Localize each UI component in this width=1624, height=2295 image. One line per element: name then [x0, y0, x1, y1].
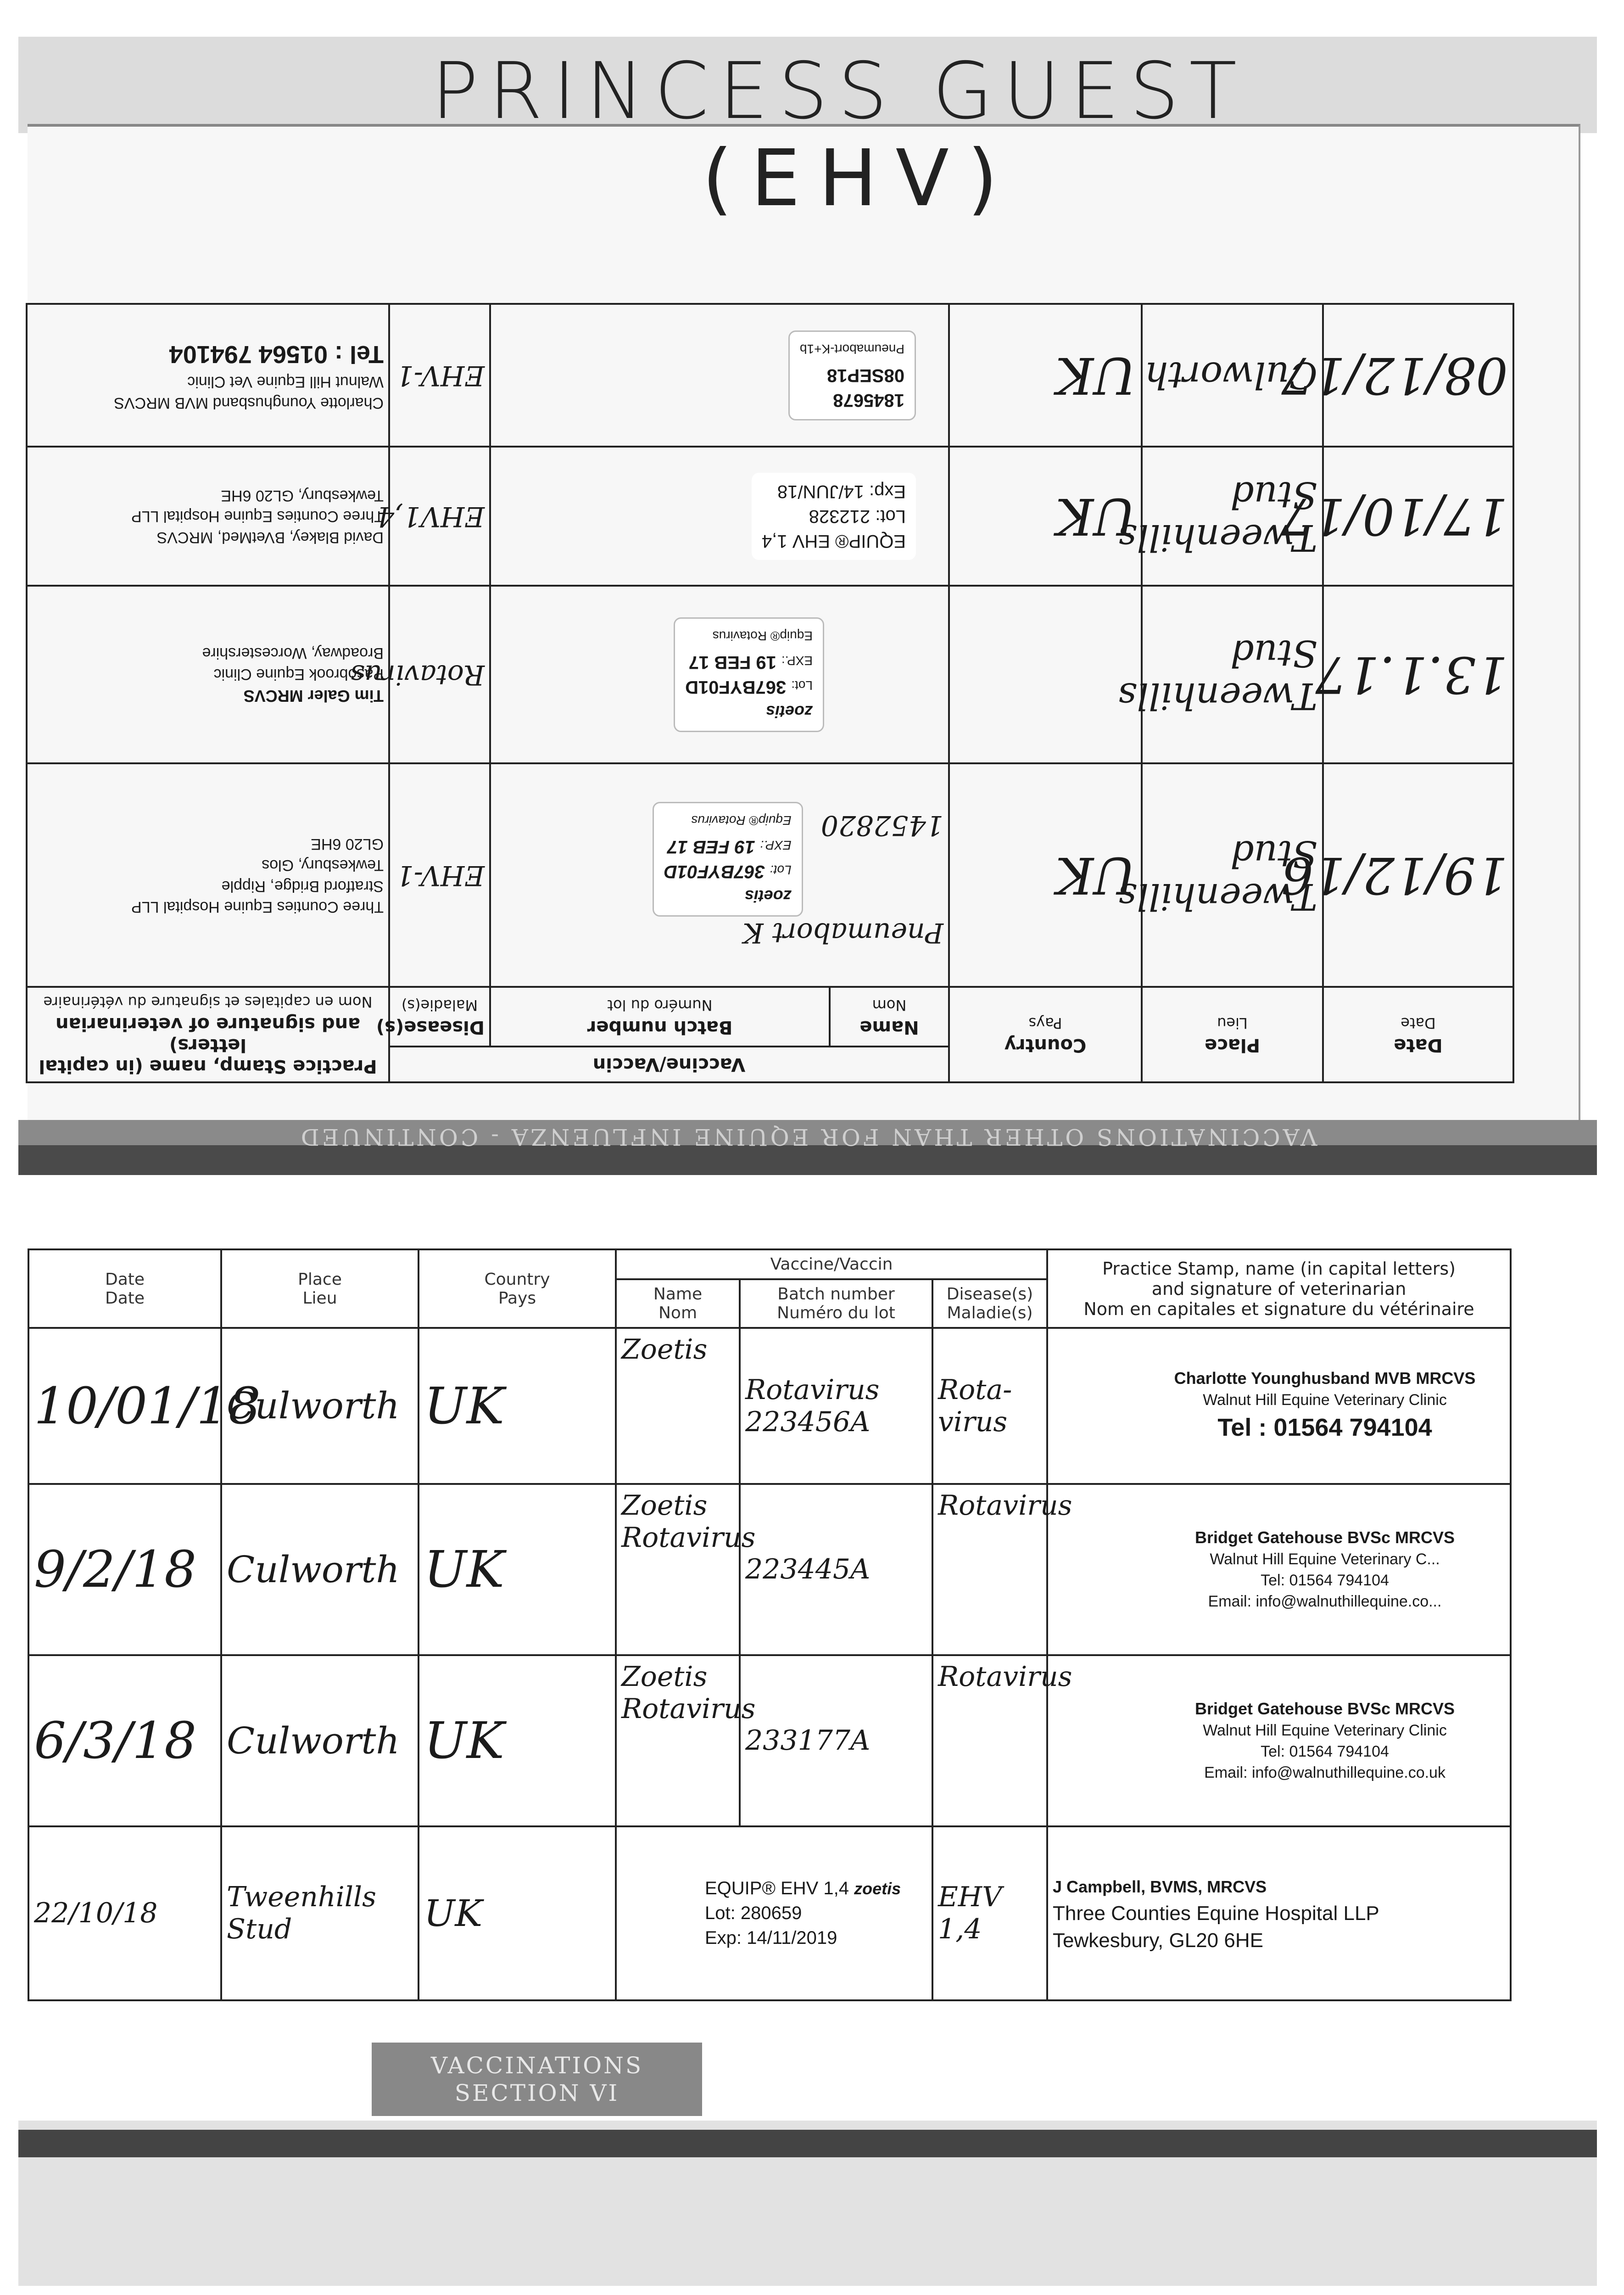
table-row [28, 1826, 1511, 2000]
header-place: Place Lieu [221, 1249, 419, 1328]
book-edge [18, 2130, 1597, 2157]
vaccine-sticker: zoetis Lot: 367BYF01D EXP.: 19 FEB 17 Equip® Rotavirus [653, 802, 803, 917]
batch-cell: 233177A [740, 1655, 932, 1826]
batch-handwritten: 1452820 [820, 809, 943, 841]
date-cell: 13.1.17 [1323, 586, 1513, 764]
country-cell: UK [949, 763, 1142, 987]
page-fold [18, 1120, 1597, 1175]
vaccine-sticker: EQUIP® EHV 1,4 Lot: 212328 Exp: 14/JUN/18 [752, 473, 916, 560]
name-batch-cell [490, 586, 949, 764]
header-stamp: Practice Stamp, name (in capital letters) and signature of veterinarian Nom en capitales et signature du vétérinaire [1047, 1249, 1511, 1328]
table-row [27, 447, 1513, 586]
stamp-cell [1047, 1655, 1511, 1826]
name-batch-cell [490, 447, 949, 586]
country-cell: UK [949, 304, 1142, 447]
lower-vaccination-table [28, 1248, 1510, 2001]
header-place: Place Lieu [1142, 987, 1323, 1082]
section-tab: VACCINATIONS SECTION VI [372, 2043, 702, 2116]
stamp-cell [1047, 1826, 1511, 2000]
date-cell: 17/10/17 [1323, 447, 1513, 586]
disease-cell: EHV 1,4 [932, 1826, 1047, 2000]
country-cell: UK [419, 1826, 616, 2000]
practice-stamp: Bridget Gatehouse BVSc MRCVS Walnut Hill Equine Veterinary Clinic Tel: 01564 794104 Email: info@walnuthillequine.co.uk [1194, 1699, 1455, 1781]
name-batch-cell [616, 1826, 932, 2000]
date-cell: 22/10/18 [28, 1826, 221, 2000]
header-name: Name Nom [830, 987, 949, 1047]
batch-cell: 223445A [740, 1484, 932, 1655]
country-cell: UK [949, 447, 1142, 586]
table-row [28, 1655, 1511, 1826]
header-date: Date Date [28, 1249, 221, 1328]
vaccine-sticker: 1845678 08SEP18 Pneumabort-K+1b [788, 330, 916, 420]
place-cell: Tweenhills Stud [1142, 763, 1323, 987]
disease-cell: EHV-1 [389, 304, 490, 447]
name-batch-cell [490, 763, 949, 987]
date-cell: 6/3/18 [28, 1655, 221, 1826]
place-cell: Culworth [221, 1328, 419, 1484]
stamp-cell [27, 447, 389, 586]
table-row [27, 304, 1513, 447]
vaccine-name: Pneumabort K [742, 916, 943, 949]
stamp-cell [27, 304, 389, 447]
header-date: Date Date [1323, 987, 1513, 1082]
vaccine-name-cell: Zoetis Rotavirus [616, 1484, 740, 1655]
place-cell: Tweenhills Stud [1142, 586, 1323, 764]
practice-stamp: Charlotte Younghusband MVB MRCVS Walnut Hill Equine Veterinary Clinic Tel : 01564 794104 [1174, 1368, 1476, 1441]
batch-cell: Rotavirus 223456A [740, 1328, 932, 1484]
vaccine-sticker: EQUIP® EHV 1,4 zoetis Lot: 280659 Exp: 14/11/2019 [695, 1870, 911, 1957]
stamp-cell [1047, 1328, 1511, 1484]
stamp-cell [1047, 1484, 1511, 1655]
table-row [27, 586, 1513, 764]
section-header-upside-down: VACCINATIONS OTHER THAN FOR EQUINE INFLUENZA - CONTINUED [298, 1124, 1317, 1150]
ehv-heading: (EHV) [702, 133, 1016, 224]
disease-cell: Rotavirus [932, 1484, 1047, 1655]
header-disease: Disease(s) Maladie(s) [932, 1279, 1047, 1328]
country-cell [949, 586, 1142, 764]
practice-stamp: Charlotte Younghusband MVB MRCVS Walnut Hill Equine Vet Clinic Tel : 01564 794104 [114, 341, 384, 412]
horse-name-heading: PRINCESS GUEST [431, 46, 1247, 137]
table-row [28, 1328, 1511, 1484]
upper-vaccination-table [28, 303, 1514, 1083]
country-cell: UK [419, 1328, 616, 1484]
country-cell: UK [419, 1655, 616, 1826]
table-row [28, 1484, 1511, 1655]
place-cell: Culworth [221, 1484, 419, 1655]
stamp-cell [27, 586, 389, 764]
place-cell: Tweenhills Stud [221, 1826, 419, 2000]
disease-cell: Rotavirus [389, 586, 490, 764]
header-country: Country Pays [419, 1249, 616, 1328]
header-country: Country Pays [949, 987, 1142, 1082]
header-batch: Batch number Numéro du lot [490, 987, 830, 1047]
disease-cell: EHV-1 [389, 763, 490, 987]
place-cell: Culworth [221, 1655, 419, 1826]
date-cell: 19/12/16 [1323, 763, 1513, 987]
disease-cell: Rota-virus [932, 1328, 1047, 1484]
practice-stamp: Three Counties Equine Hospital LLP Stratford Bridge, Ripple Tewkesbury, Glos GL20 6HE [131, 835, 384, 916]
stamp-cell [27, 763, 389, 987]
disease-cell: Rotavirus [932, 1655, 1047, 1826]
header-vaccine: Vaccine/Vaccin [616, 1249, 1047, 1279]
header-name: Name Nom [616, 1279, 740, 1328]
vaccine-sticker: zoetis Lot: 367BYF01D EXP.: 19 FEB 17 Equip® Rotavirus [674, 617, 824, 732]
country-cell: UK [419, 1484, 616, 1655]
table-row [27, 763, 1513, 987]
disease-cell: EHV1,4 [389, 447, 490, 586]
date-cell: 9/2/18 [28, 1484, 221, 1655]
place-cell: Culworth [1142, 304, 1323, 447]
header-stamp: Practice Stamp, name (in capital letters) and signature of veterinarian Nom en capitales et signature du vétérinaire [27, 987, 389, 1082]
date-cell: 10/01/18 [28, 1328, 221, 1484]
header-batch: Batch number Numéro du lot [740, 1279, 932, 1328]
practice-stamp: Tim Galer MRCVS Pasobrook Equine Clinic Broadway, Worcestershire [202, 644, 384, 705]
vaccine-name-cell: Zoetis [616, 1328, 740, 1484]
header-vaccine: Vaccine/Vaccin [389, 1047, 949, 1082]
date-cell: 08/12/17 [1323, 304, 1513, 447]
header-disease: Disease(s) Maladie(s) [389, 987, 490, 1047]
place-cell: Tweenhills Stud [1142, 447, 1323, 586]
practice-stamp: Bridget Gatehouse BVSc MRCVS Walnut Hill Equine Veterinary C... Tel: 01564 794104 Email: info@walnuthillequine.co... [1194, 1528, 1455, 1610]
name-batch-cell [490, 304, 949, 447]
vaccine-name-cell: Zoetis Rotavirus [616, 1655, 740, 1826]
practice-stamp: David Blakey, BVetMed, MRCVS Three Counties Equine Hospital LLP Tewkesbury, GL20 6HE [131, 487, 384, 547]
practice-stamp: J Campbell, BVMS, MRCVS Three Counties Equine Hospital LLP Tewkesbury, GL20 6HE [1053, 1877, 1379, 1952]
